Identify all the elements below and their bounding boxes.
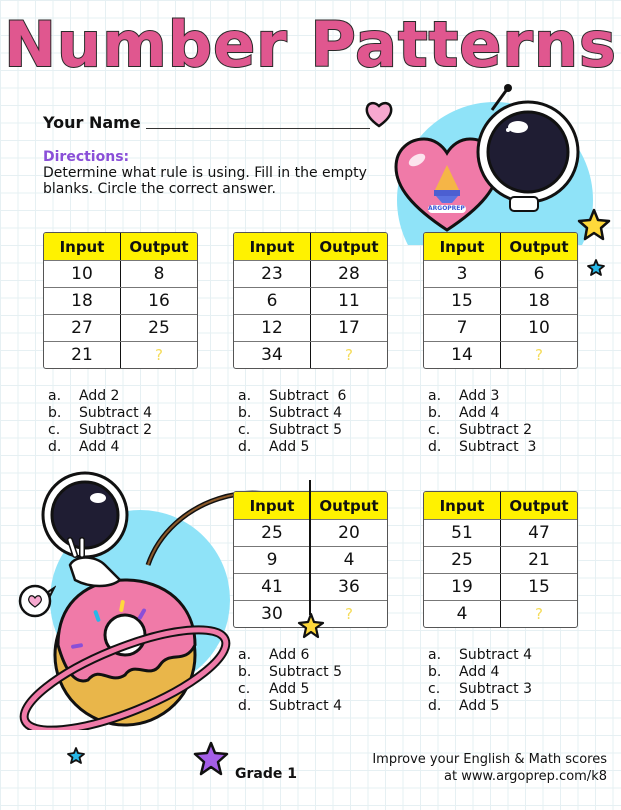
output-cell: 20 [310, 520, 387, 546]
answer-options-4 [238, 647, 342, 715]
table-header-row [44, 233, 197, 260]
answer-option-d[interactable]: d. Add 5 [238, 439, 310, 455]
table-row [234, 341, 387, 368]
input-cell: 6 [266, 291, 278, 311]
output-cell: 21 [500, 547, 577, 573]
header-input: Input [249, 237, 295, 256]
speech-bubble-heart-icon [16, 582, 56, 620]
input-cell: 25 [261, 523, 283, 543]
input-cell: 14 [451, 345, 473, 365]
answer-option-c[interactable]: c. Add 5 [238, 681, 310, 697]
answer-option-b[interactable]: b. Add 4 [428, 664, 500, 680]
answer-option-a[interactable]: a. Add 3 [428, 388, 500, 404]
input-cell: 30 [261, 604, 283, 624]
pattern-table-5 [423, 491, 578, 628]
output-cell: 25 [120, 315, 197, 341]
header-output: Output [310, 233, 387, 260]
answer-option-b[interactable]: b. Subtract 4 [48, 405, 153, 421]
input-cell: 18 [71, 291, 93, 311]
input-cell: 34 [261, 345, 283, 365]
header-input: Input [249, 496, 295, 515]
yellow-star-icon [576, 207, 612, 243]
table-row [234, 314, 387, 341]
answer-option-c[interactable]: c. Subtract 3 [428, 681, 533, 697]
output-cell: 36 [310, 574, 387, 600]
output-cell: 17 [310, 315, 387, 341]
directions-text: Determine what rule is using. Fill in the empty blanks. Circle the correct answer. [43, 165, 367, 197]
table-row [44, 314, 197, 341]
table-row [234, 287, 387, 314]
blank-output-cell[interactable]: ? [310, 342, 387, 368]
answer-option-d[interactable]: d. Subtract 3 [428, 439, 537, 455]
answer-options-5 [428, 647, 532, 715]
header-input: Input [439, 496, 485, 515]
output-cell: 15 [500, 574, 577, 600]
input-cell: 3 [456, 264, 468, 284]
answer-option-b[interactable]: b. Add 4 [428, 405, 500, 421]
answer-option-a[interactable]: a. Add 2 [48, 388, 120, 404]
promo-line-1: Improve your English & Math scores [372, 752, 607, 767]
grade-label: Grade 1 [235, 766, 297, 782]
input-cell: 7 [456, 318, 468, 338]
answer-option-b[interactable]: b. Subtract 5 [238, 664, 343, 680]
pattern-table-3 [423, 232, 578, 369]
output-cell: 16 [120, 288, 197, 314]
answer-option-a[interactable]: a. Subtract 6 [238, 388, 347, 404]
table-row [424, 341, 577, 368]
table-row [424, 600, 577, 627]
answer-option-c[interactable]: c. Subtract 2 [428, 422, 533, 438]
blank-output-cell[interactable]: ? [120, 342, 197, 368]
promo-line-2: at www.argoprep.com/k8 [444, 769, 607, 784]
directions-heading: Directions: [43, 149, 130, 165]
input-cell: 19 [451, 577, 473, 597]
pattern-table-1 [43, 232, 198, 369]
answer-options-2 [238, 388, 346, 456]
argoprep-logo-text: ARGOPREP [428, 205, 465, 212]
input-cell: 23 [261, 264, 283, 284]
blank-output-cell[interactable]: ? [310, 601, 387, 627]
promo-text [372, 751, 607, 785]
input-cell: 15 [451, 291, 473, 311]
table-row [44, 341, 197, 368]
answer-option-d[interactable]: d. Add 4 [48, 439, 120, 455]
table-row [424, 287, 577, 314]
yellow-star-on-line-icon [297, 612, 325, 640]
output-cell: 18 [500, 288, 577, 314]
name-input-line[interactable] [146, 128, 370, 129]
pattern-table-2 [233, 232, 388, 369]
answer-option-c[interactable]: c. Subtract 5 [238, 422, 343, 438]
input-cell: 27 [71, 318, 93, 338]
name-label: Your Name [43, 113, 141, 132]
answer-option-b[interactable]: b. Subtract 4 [238, 405, 343, 421]
header-output: Output [310, 492, 387, 519]
page-title: Number Patterns [4, 8, 617, 81]
answer-option-d[interactable]: d. Subtract 4 [238, 698, 343, 714]
answer-options-3 [428, 388, 536, 456]
answer-option-a[interactable]: a. Add 6 [238, 647, 310, 663]
output-cell: 11 [310, 288, 387, 314]
header-output: Output [500, 233, 577, 260]
small-heart-icon [364, 100, 394, 128]
table-header-row [424, 233, 577, 260]
table-row [234, 260, 387, 287]
input-cell: 4 [456, 604, 468, 624]
answer-options-1 [48, 388, 152, 456]
input-cell: 41 [261, 577, 283, 597]
purple-star-icon [192, 740, 230, 778]
output-cell: 47 [500, 520, 577, 546]
table-row [424, 573, 577, 600]
input-cell: 25 [451, 550, 473, 570]
table-header-row [424, 492, 577, 519]
table-row [424, 314, 577, 341]
answer-option-c[interactable]: c. Subtract 2 [48, 422, 153, 438]
input-cell: 12 [261, 318, 283, 338]
header-output: Output [120, 233, 197, 260]
astronaut-helmet-top-icon [470, 82, 580, 212]
table-header-row [234, 233, 387, 260]
input-cell: 21 [71, 345, 93, 365]
answer-option-d[interactable]: d. Add 5 [428, 698, 500, 714]
table-row [44, 287, 197, 314]
output-cell: 8 [120, 261, 197, 287]
table-row [424, 546, 577, 573]
header-input: Input [59, 237, 105, 256]
table-row [44, 260, 197, 287]
header-input: Input [439, 237, 485, 256]
output-cell: 4 [310, 547, 387, 573]
blue-star-icon [586, 258, 606, 278]
table-row [424, 260, 577, 287]
blank-output-cell[interactable]: ? [500, 342, 577, 368]
output-cell: 28 [310, 261, 387, 287]
answer-option-a[interactable]: a. Subtract 4 [428, 647, 533, 663]
small-blue-star-icon [66, 746, 86, 766]
blank-output-cell[interactable]: ? [500, 601, 577, 627]
fishing-line [309, 480, 311, 615]
table-row [424, 519, 577, 546]
input-cell: 51 [451, 523, 473, 543]
header-output: Output [500, 492, 577, 519]
input-cell: 10 [71, 264, 93, 284]
input-cell: 9 [266, 550, 278, 570]
output-cell: 6 [500, 261, 577, 287]
output-cell: 10 [500, 315, 577, 341]
